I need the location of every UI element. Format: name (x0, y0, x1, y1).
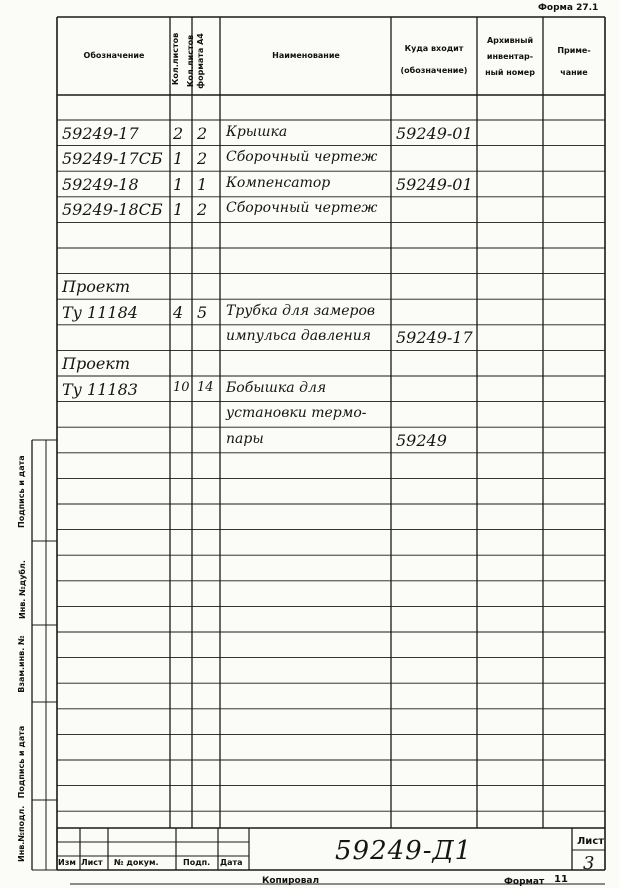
cell-where-used: 59249-17 (396, 328, 473, 348)
header-designation: Обозначение (83, 51, 145, 60)
stamp-col-sign: Подп. (183, 858, 211, 867)
footer-copied: Копировал (262, 876, 320, 886)
stamp-col-docnum: № докум. (114, 858, 159, 867)
footer-format: Формат (504, 877, 545, 887)
cell-name: установки термо- (226, 405, 367, 422)
cell-where-used: 59249 (396, 430, 447, 450)
cell-sheets: 10 (173, 379, 190, 395)
stamp-col-izm: Изм (58, 858, 76, 867)
side-label-vzam-inv: Взам.инв. № (17, 635, 26, 693)
cell-name: импульса давления (226, 328, 372, 345)
cell-name: Трубка для замеров (226, 302, 376, 319)
side-label-inv-dubl: Инв. №дубл. (18, 560, 27, 619)
stamp-doc-number: 59249-Д1 (335, 836, 473, 866)
cell-designation: Ту 11183 (62, 379, 138, 399)
cell-designation: 59249-18СБ (62, 200, 163, 220)
form-label: Форма 27.1 (538, 3, 599, 13)
header-archive: Архивный инвентар- ный номер (485, 36, 535, 77)
cell-name: Крышка (226, 123, 288, 140)
stamp-sheet-label: Лист (577, 836, 605, 847)
cell-sheets: 2 (173, 123, 184, 143)
stamp-col-list: Лист (81, 858, 103, 867)
cell-designation: Проект (62, 277, 131, 297)
header-name: Наименование (272, 51, 340, 60)
cell-a4: 2 (197, 123, 208, 143)
cell-sheets: 1 (173, 174, 184, 194)
cell-designation: Проект (62, 354, 131, 373)
cell-designation: Ту 11184 (62, 302, 138, 322)
header-note: Приме- чание (557, 46, 591, 77)
cell-a4: 1 (197, 174, 208, 194)
header-where-used: Куда входит (обозначение) (400, 44, 468, 75)
side-label-sign-date-1: Подпись и дата (17, 455, 26, 528)
cell-a4: 2 (197, 149, 208, 169)
cell-a4: 5 (197, 302, 208, 322)
cell-name: Бобышка для (226, 379, 327, 396)
side-label-inv-podl: Инв.№подл. (17, 805, 26, 862)
cell-sheets: 1 (173, 200, 184, 220)
cell-sheets: 4 (173, 302, 184, 322)
cell-where-used: 59249-01 (396, 123, 473, 143)
cell-designation: 59249-17 (62, 123, 139, 143)
cell-name: Компенсатор (226, 174, 331, 191)
cell-where-used: 59249-01 (396, 174, 473, 194)
stamp-sheet-number: 3 (583, 853, 595, 874)
cell-a4: 2 (197, 200, 208, 220)
cell-name: пары (226, 430, 264, 447)
cell-name: Сборочный чертеж (226, 149, 378, 166)
cell-designation: 59249-18 (62, 174, 139, 194)
footer-format-value: 11 (554, 874, 568, 885)
side-label-sign-date-2: Подпись и дата (17, 725, 26, 799)
cell-a4: 14 (197, 379, 214, 395)
cell-sheets: 1 (173, 149, 184, 169)
cell-designation: 59249-17СБ (62, 149, 163, 169)
header-sheet-count: Кол.листов (171, 32, 180, 86)
cell-name: Сборочный чертеж (226, 200, 378, 217)
stamp-col-date: Дата (220, 858, 243, 867)
header-a4-count: Кол.листов формата А4 (186, 33, 205, 89)
